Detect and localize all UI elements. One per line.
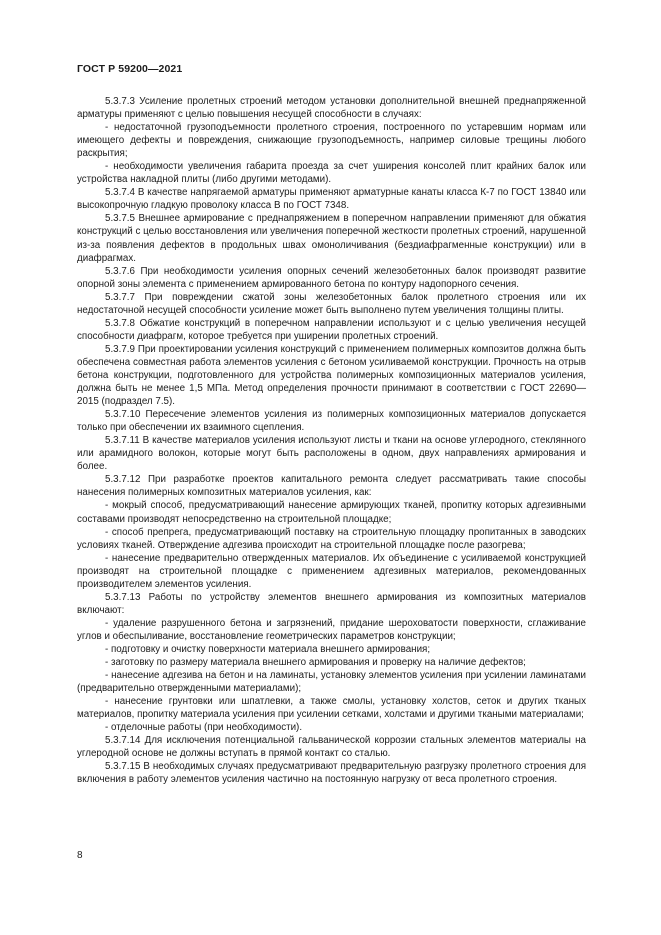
paragraph-5-3-7-7: 5.3.7.7 При повреждении сжатой зоны железобетонных балок пролетного строения или их недостаточной несущей способности усиление может быть выполнено путем увеличения толщины плиты. [77, 291, 586, 316]
list-item: - удаление разрушенного бетона и загрязнений, придание шероховатости поверхности, сглаживание углов и обеспыливание, восстановление геометрических параметров конструкции; [77, 617, 586, 642]
paragraph-5-3-7-9: 5.3.7.9 При проектировании усиления конструкций с применением полимерных композитов должна быть обеспечена совместная работа элементов усиления с бетоном усиливаемой конструкции. Прочность на отрыв бетона конструкции, подготовленного для устройства полимерных композиционных материалов усиления, должна быть не менее 1,5 МПа. Метод определения прочности принимают в соответствии с ГОСТ 22690—2015 (подраздел 7.5). [77, 343, 586, 408]
paragraph-5-3-7-11: 5.3.7.11 В качестве материалов усиления используют листы и ткани на основе углеродного, стеклянного или арамидного волокон, которые могут быть расположены в одном, двух направлениях армирования и более. [77, 435, 586, 473]
paragraph-5-3-7-15: 5.3.7.15 В необходимых случаях предусматривают предварительную разгрузку пролетного строения для включения в работу элементов усиления частично на постоянную нагрузку от веса пролетного строения. [77, 761, 586, 786]
paragraph-5-3-7-10: 5.3.7.10 Пересечение элементов усиления из полимерных композиционных материалов допускается только при обеспечении их взаимного сцепления. [77, 409, 586, 434]
document-header: ГОСТ Р 59200—2021 [77, 63, 183, 75]
list-item: - заготовку по размеру материала внешнего армирования и проверку на наличие дефектов; [105, 657, 526, 669]
paragraph-5-3-7-3: 5.3.7.3 Усиление пролетных строений методом установки дополнительной внешней преднапряженной арматуры применяют с целью повышения несущей способности в случаях: [77, 96, 586, 121]
paragraph-5-3-7-8: 5.3.7.8 Обжатие конструкций в поперечном направлении используют и с целью увеличения несущей способности диафрагм, которое требуется при уширении пролетных строений. [77, 317, 586, 342]
list-item: - отделочные работы (при необходимости). [105, 722, 303, 734]
list-item: - нанесение грунтовки или шпатлевки, а также смолы, установку холстов, сеток и других тканых материалов, пропитку материала усиления при усилении сетками, холстами и другими ткаными материалами; [77, 696, 586, 721]
list-item: - недостаточной грузоподъемности пролетного строения, построенного по устаревшим нормам или имеющего дефекты и повреждения, снижающие грузоподъемность, например силовые трещины любого раскрытия; [77, 122, 586, 160]
page-number: 8 [77, 850, 83, 861]
paragraph-5-3-7-6: 5.3.7.6 При необходимости усиления опорных сечений железобетонных балок производят развитие опорной зоны элемента с применением армированного бетона по контуру надопорного сечения. [77, 265, 586, 290]
list-item: - мокрый способ, предусматривающий нанесение армирующих тканей, пропитку которых адгезивными составами производят непосредственно на строительной площадке; [77, 500, 586, 525]
document-body [77, 95, 586, 786]
paragraph-5-3-7-13: 5.3.7.13 Работы по устройству элементов внешнего армирования из композитных материалов включают: [77, 591, 586, 616]
list-item: - способ препрега, предусматривающий поставку на строительную площадку пропитанных в заводских условиях тканей. Отверждение адгезива происходит на строительной площадке после разогрева; [77, 526, 586, 551]
list-item: - нанесение предварительно отвержденных материалов. Их объединение с усиливаемой конструкцией производят на строительной площадке с применением адгезивных материалов, рекомендованных производителем элементов усиления. [77, 552, 586, 590]
list-item: - необходимости увеличения габарита проезда за счет уширения консолей плит крайних балок или устройства накладной плиты (либо другими методами). [77, 161, 586, 186]
paragraph-5-3-7-14: 5.3.7.14 Для исключения потенциальной гальванической коррозии стальных элементов материалы на углеродной основе не должны вступать в прямой контакт со сталью. [77, 735, 586, 760]
paragraph-5-3-7-4: 5.3.7.4 В качестве напрягаемой арматуры применяют арматурные канаты класса К-7 по ГОСТ 13840 или высокопрочную гладкую проволоку класса В по ГОСТ 7348. [77, 187, 586, 212]
paragraph-5-3-7-5: 5.3.7.5 Внешнее армирование с преднапряжением в поперечном направлении применяют для обжатия конструкций с целью восстановления или увеличения поперечной жесткости пролетных строений, нарушенной из-за появления дефектов в продольных швах омоноличивания (бездиафрагменные конструкции) или в диафрагмах. [77, 213, 586, 264]
paragraph-5-3-7-12: 5.3.7.12 При разработке проектов капитального ремонта следует рассматривать такие способы нанесения полимерных композитных материалов усиления, как: [77, 474, 586, 499]
list-item: - нанесение адгезива на бетон и на ламинаты, установку элементов усиления при усилении ламинатами (предварительно отвержденными материалами); [77, 670, 586, 695]
list-item: - подготовку и очистку поверхности материала внешнего армирования; [105, 643, 431, 655]
